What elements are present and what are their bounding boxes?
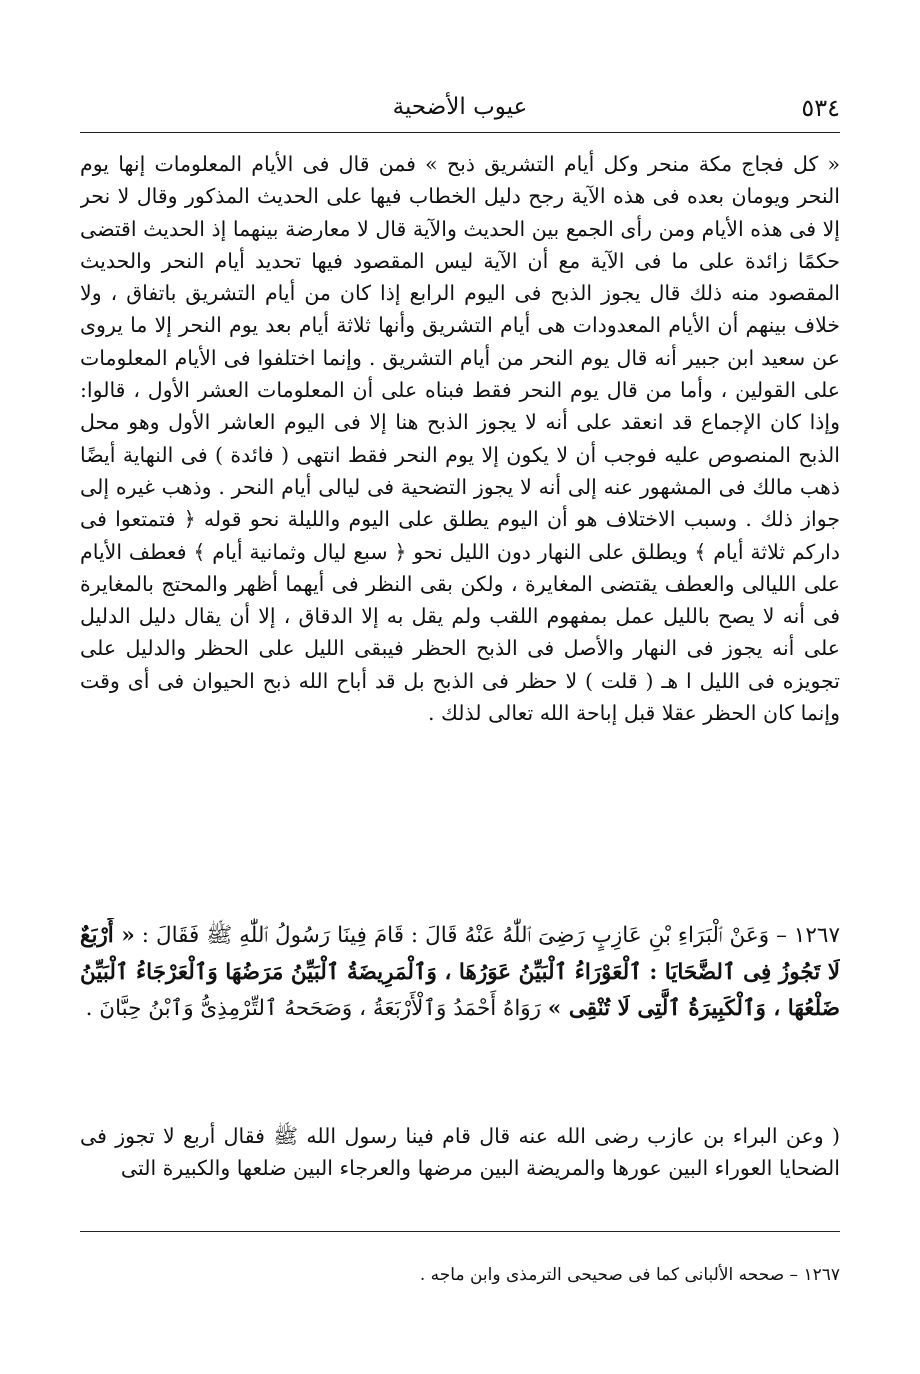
footnote: ١٢٦٧ – صححه الألبانى كما فى صحيحى الترمذى وابن ماجه . [419, 1265, 840, 1285]
explanation-paragraph: ( وعن البراء بن عازب رضى الله عنه قال قام فينا رسول الله ﷺ فقال أربع لا تجوز فى الضحايا العوراء البين عورها والمريضة البين مرضها والعرجاء البين ضلعها والكبيرة التى [80, 1124, 840, 1181]
page-number: ٥٣٤ [801, 94, 840, 122]
hadith-section [80, 918, 840, 1102]
footnote-divider [80, 1231, 840, 1232]
explanation-section [80, 1120, 840, 1204]
commentary-section [80, 148, 840, 908]
running-title: عيوب الأضحية [392, 94, 528, 120]
hadith-attribution: رَوَاهُ أَحْمَدُ وَٱلْأَرْبَعَةُ ، وَصَحَحهُ ٱلتِّرْمِذِىُّ وَٱبْنُ حِبَّانَ . [85, 996, 542, 1021]
hadith-paragraph [80, 918, 840, 1028]
hadith-words: « أَرْبَعٌ لَا تَجُوزُ فِى ٱلضَّحَايَا : ٱلْعَوْرَاءُ ٱلْبَيِّنُ عَوَرُهَا ، وَٱلْمَرِيضَةُ ٱلْبَيِّنُ مَرَضُهَا وَٱلْعَرْجَاءُ ٱلْبَيِّنُ ضَلْعُهَا ، وَٱلْكَبِيرَةُ ٱلَّتِى لَا تُنْقِى » [80, 923, 840, 1021]
commentary-paragraph: « كل فجاج مكة منحر وكل أيام التشريق ذبح » فمن قال فى الأيام المعلومات إنها يوم النحر ويومان بعده فى هذه الآية رجح دليل الخطاب فيها على الحديث المذكور وقال لا نحر إلا فى هذه الأيام ومن رأى الجمع بين الحديث والآية قال لا معارضة بينهما إذ الحديث اقتضى حكمًا زائدة على ما فى الآية مع أن الآية ليس المقصود فيها تحديد أيام النحر والحديث المقصود منه ذلك قال يجوز الذبح فى اليوم الرابع إذا كان من أيام التشريق باتفاق ، ولا خلاف بينهم أن الأيام المعدودات هى أيام التشريق وأنها ثلاثة أيام بعد يوم النحر إلا ما يروى عن سعيد ابن جبير أنه قال يوم النحر من أيام التشريق . وإنما اختلفوا فى الأيام المعلومات على القولين ، وأما من قال يوم النحر فقط فبناه على أن المعلومات العشر الأول ، قالوا: وإذا كان الإجماع قد انعقد على أنه لا يجوز الذبح هنا إلا فى اليوم العاشر الأول وهو محل الذبح المنصوص عليه فوجب أن لا يكون إلا يوم النحر فقط انتهى ( فائدة ) فى النهاية أيضًا ذهب مالك فى المشهور عنه إلى أنه لا يجوز التضحية فى ليالى أيام النحر . وذهب غيره إلى جواز ذلك . وسبب الاختلاف هو أن اليوم يطلق على اليوم والليلة نحو قوله ﴿ فتمتعوا فى داركم ثلاثة أيام ﴾ ويطلق على النهار دون الليل نحو ﴿ سبع ليال وثمانية أيام ﴾ فعطف الأيام على الليالى والعطف يقتضى المغايرة ، ولكن بقى النظر فى أيهما أظهر والمحتج بالمغايرة فى أنه لا يصح بالليل عمل بمفهوم اللقب ولم يقل به إلا الدقاق ، إلا أن يقال دليل الدليل على أنه يجوز فى النهار والأصل فى الذبح الحظر فيبقى الليل على الحظر والدليل على تجويزه فى الليل ا هـ ( قلت ) لا حظر فى الذبح بل قد أباح الله ذبح الحيوان فى أى وقت وإنما كان الحظر عقلا قبل إباحة الله تعالى لذلك . [80, 152, 840, 726]
hadith-intro: ١٢٦٧ – وَعَنْ ٱلْبَرَاءِ بْنِ عَازِبٍ رَضِىَ ٱللّٰهُ عَنْهُ قَالَ : قَامَ فِينَا رَسُولُ ٱللّٰهِ ﷺ فَقَالَ : [141, 923, 840, 948]
page-header [80, 92, 840, 133]
